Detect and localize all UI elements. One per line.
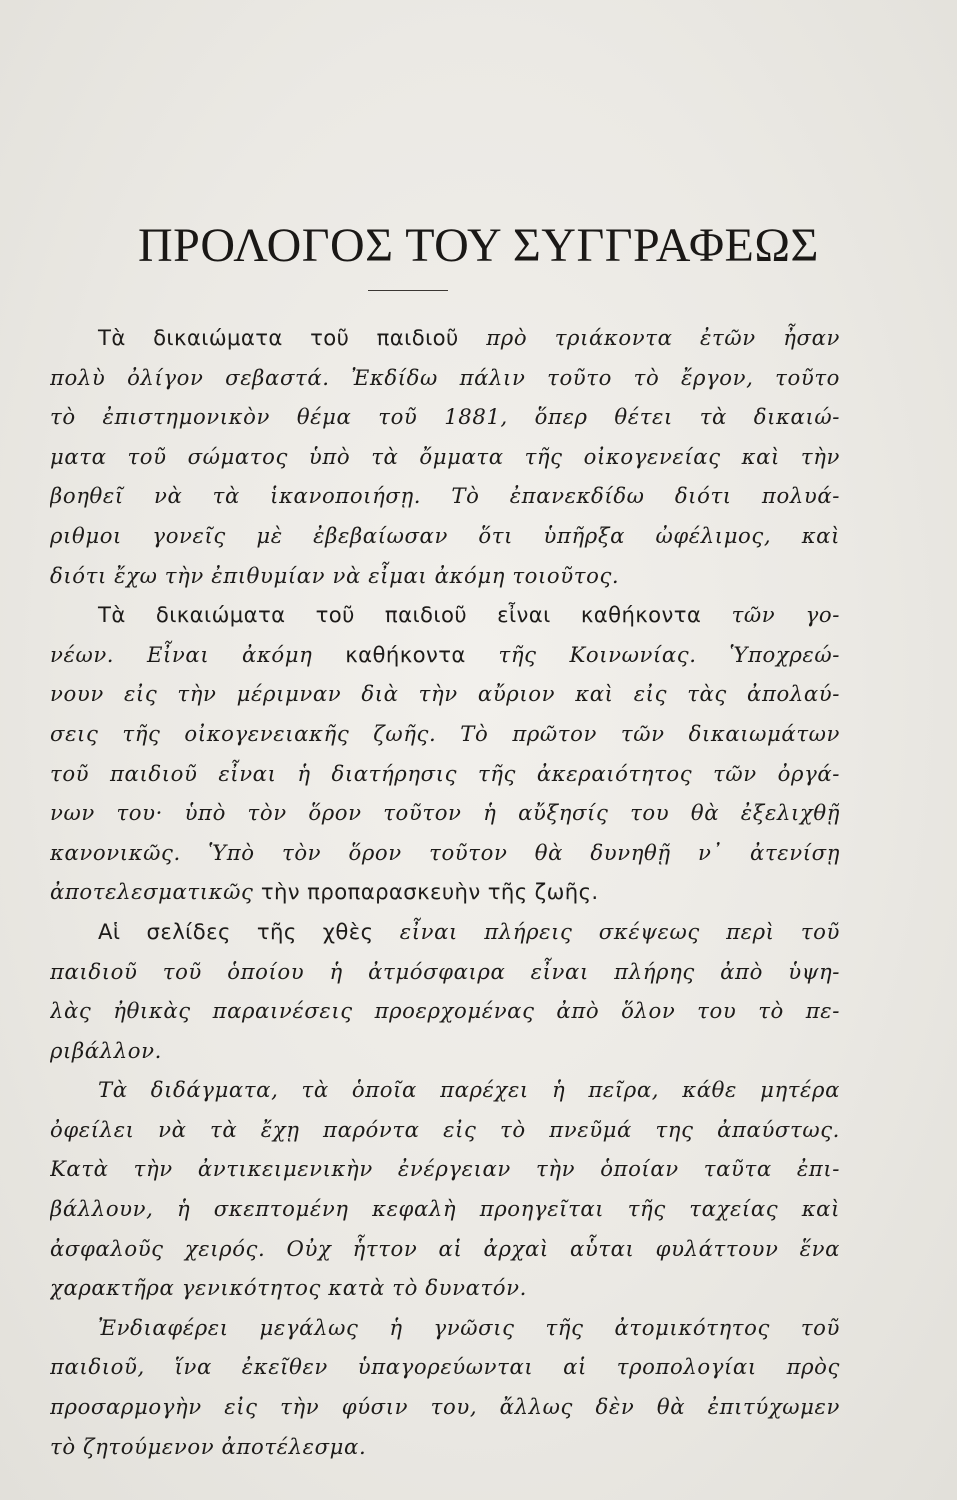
spaced-upright-text: καθήκοντα	[345, 641, 466, 667]
italic-text: νουν εἰς τὴν μέριμναν διὰ τὴν αὔριον καὶ εἰς τὰς ἀπολαύ-	[50, 681, 840, 707]
text-line	[50, 437, 840, 477]
italic-text: εἶναι πλήρεις σκέψεως περὶ τοῦ	[373, 918, 840, 944]
italic-text: κανονικῶς. Ὑπὸ τὸν ὅρον τοῦτον θὰ δυνηθῇ ν᾽ ἀτενίσῃ	[50, 839, 840, 865]
text-line	[50, 754, 840, 794]
spaced-upright-text: τὴν προπαρασκευὴν τῆς ζωῆς.	[260, 879, 599, 905]
text-line	[50, 1229, 840, 1269]
italic-text: διότι ἔχω τὴν ἐπιθυμίαν νὰ εἶμαι ἀκόμη τοιοῦτος.	[50, 562, 620, 588]
italic-text: χαρακτῆρα γενικότητος κατὰ τὸ δυνατόν.	[50, 1275, 527, 1301]
text-line	[50, 397, 840, 437]
italic-text: ριβάλλον.	[50, 1037, 162, 1063]
text-line	[50, 1149, 840, 1189]
italic-text: βοηθεῖ νὰ τὰ ἱκανοποιήσῃ. Τὸ ἐπανεκδίδω διότι πολυά-	[50, 483, 840, 509]
text-line	[50, 516, 840, 556]
text-line	[50, 1268, 840, 1308]
italic-text: ριθμοι γονεῖς μὲ ἐβεβαίωσαν ὅτι ὑπῆρξα ὠφέλιμος, καὶ	[50, 522, 840, 548]
italic-text: ἀποτελεσματικῶς	[50, 879, 261, 905]
italic-text: ἀσφαλοῦς χειρός. Οὐχ ἧττον αἱ ἀρχαὶ αὗται φυλάττουν ἕνα	[50, 1235, 840, 1261]
text-line	[50, 952, 840, 992]
text-line	[50, 912, 840, 952]
text-line	[50, 318, 840, 358]
italic-text: Τὰ διδάγματα, τὰ ὁποῖα παρέχει ἡ πεῖρα, κάθε μητέρα	[98, 1077, 840, 1103]
title-divider	[368, 290, 448, 291]
italic-text: λὰς ἠθικὰς παραινέσεις προερχομένας ἀπὸ ὅλον του τὸ πε-	[50, 998, 840, 1024]
text-line	[50, 674, 840, 714]
text-line	[50, 1189, 840, 1229]
page-title: ΠΡΟΛΟΓΟΣ ΤΟΥ ΣΥΓΓΡΑΦΕΩΣ	[138, 219, 819, 272]
text-line	[50, 833, 840, 873]
text-line	[50, 1031, 840, 1071]
italic-text: Ἐνδιαφέρει μεγάλως ἡ γνῶσις τῆς ἀτομικότητος τοῦ	[98, 1314, 840, 1340]
text-line	[50, 793, 840, 833]
text-line	[50, 476, 840, 516]
italic-text: τὸ ζητούμενον ἀποτέλεσμα.	[50, 1433, 367, 1459]
italic-text: Κατὰ τὴν ἀντικειμενικὴν ἐνέργειαν τὴν ὁποίαν ταῦτα ἐπι-	[50, 1156, 840, 1182]
italic-text: τοῦ παιδιοῦ εἶναι ἡ διατήρησις τῆς ἀκεραιότητος τῶν ὀργά-	[50, 760, 840, 786]
spaced-upright-text: Τὰ δικαιώματα τοῦ παιδιοῦ εἶναι καθήκοντα	[98, 602, 702, 628]
italic-text: παιδιοῦ, ἵνα ἐκεῖθεν ὑπαγορεύωνται αἱ τροπολογίαι πρὸς	[50, 1354, 840, 1380]
text-line	[50, 872, 840, 912]
text-line	[50, 556, 840, 596]
text-line	[50, 1308, 840, 1348]
italic-text: προσαρμογὴν εἰς τὴν φύσιν του, ἄλλως δὲν θὰ ἐπιτύχωμεν	[50, 1394, 840, 1420]
text-line	[50, 1110, 840, 1150]
text-line	[50, 1387, 840, 1427]
text-line	[50, 635, 840, 675]
text-line	[50, 595, 840, 635]
text-line	[50, 1347, 840, 1387]
text-line	[50, 358, 840, 398]
italic-text: πρὸ τριάκοντα ἐτῶν ἦσαν	[458, 325, 840, 350]
spaced-upright-text: Τὰ δικαιώματα τοῦ παιδιοῦ	[98, 325, 459, 350]
text-line	[50, 1427, 840, 1467]
italic-text: τῶν γο-	[701, 602, 840, 628]
italic-text: βάλλουν, ἡ σκεπτομένη κεφαλὴ προηγεῖται τῆς ταχείας καὶ	[50, 1196, 840, 1222]
text-line	[50, 1070, 840, 1110]
italic-text: νέων. Εἶναι ἀκόμη	[50, 641, 346, 667]
italic-text: ματα τοῦ σώματος ὑπὸ τὰ ὄμματα τῆς οἰκογενείας καὶ τὴν	[50, 443, 840, 469]
italic-text: τὸ ἐπιστημονικὸν θέμα τοῦ 1881, ὅπερ θέτει τὰ δικαιώ-	[50, 404, 840, 430]
spaced-upright-text: Αἱ σελίδες τῆς χθὲς	[98, 918, 374, 944]
text-line	[50, 714, 840, 754]
italic-text: τῆς Κοινωνίας. Ὑποχρεώ-	[465, 641, 840, 667]
italic-text: ὀφείλει νὰ τὰ ἔχῃ παρόντα εἰς τὸ πνεῦμά της ἀπαύστως.	[50, 1116, 840, 1142]
italic-text: πολὺ ὀλίγον σεβαστά. Ἐκδίδω πάλιν τοῦτο τὸ ἔργον, τοῦτο	[50, 364, 840, 390]
body-text	[50, 318, 840, 1466]
text-line	[50, 991, 840, 1031]
italic-text: σεις τῆς οἰκογενειακῆς ζωῆς. Τὸ πρῶτον τῶν δικαιωμάτων	[50, 720, 840, 746]
italic-text: παιδιοῦ τοῦ ὁποίου ἡ ἀτμόσφαιρα εἶναι πλήρης ἀπὸ ὑψη-	[50, 958, 840, 984]
italic-text: νων του· ὑπὸ τὸν ὅρον τοῦτον ἡ αὔξησίς του θὰ ἐξελιχθῇ	[50, 800, 840, 826]
